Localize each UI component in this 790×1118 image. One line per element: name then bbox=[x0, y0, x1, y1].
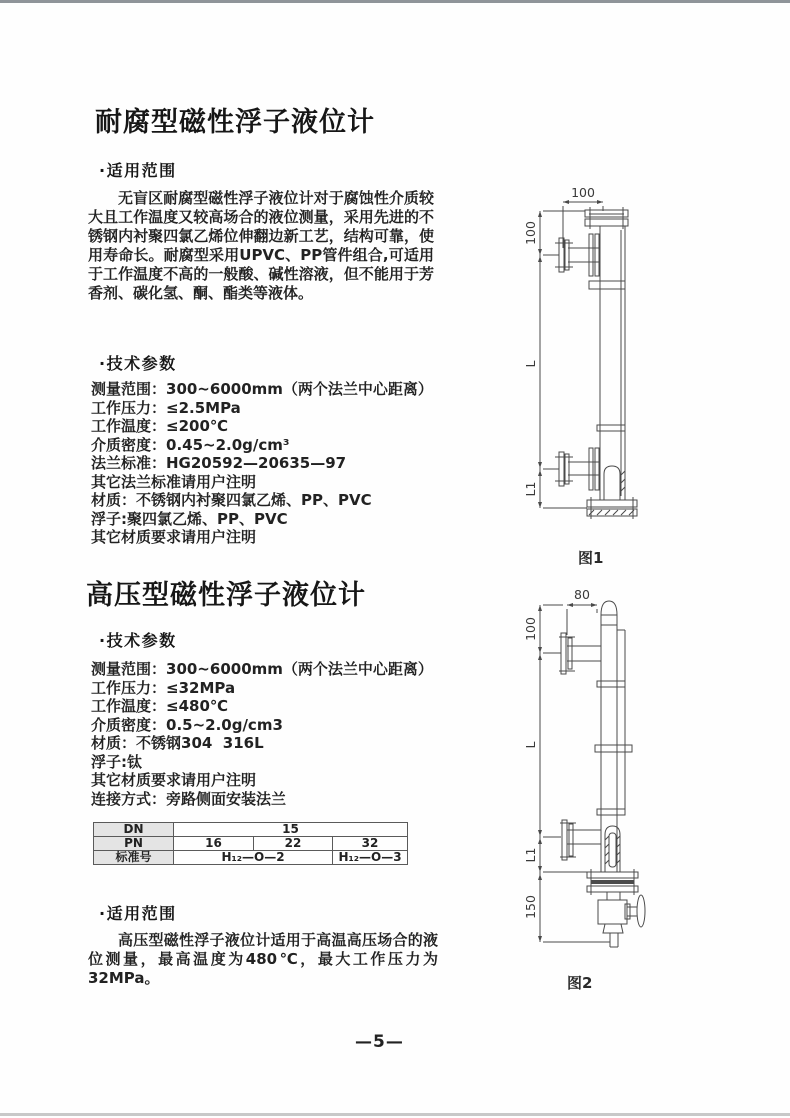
param-line: 测量范围：300~6000mm（两个法兰中心距离） bbox=[91, 380, 433, 398]
section2-title: 高压型磁性浮子液位计 bbox=[86, 580, 366, 611]
table-cell-dn-value: 15 bbox=[174, 823, 408, 837]
param-line: 其它法兰标准请用户注明 bbox=[91, 472, 257, 491]
page-number: —5— bbox=[355, 1032, 404, 1052]
table-header-standard: 标准号 bbox=[94, 851, 174, 865]
param-line: 浮子:聚四氯乙烯、PP、PVC bbox=[91, 509, 288, 528]
section2-scope-heading: ·适用范围 bbox=[99, 904, 177, 923]
section2-scope-text: 高压型磁性浮子液位计适用于高温高压场合的液位测量，最高温度为480℃，最大工作压力为32MPa。 bbox=[88, 931, 438, 987]
fig2-dim-bottom: 150 bbox=[523, 895, 538, 919]
figure1-caption: 图1 bbox=[578, 549, 604, 567]
page-top-rule bbox=[0, 0, 790, 3]
fig1-dim-top-width: 100 bbox=[571, 185, 595, 200]
param-line: 其它材质要求请用户注明 bbox=[91, 771, 257, 789]
fig2-dim-lower: L1 bbox=[523, 847, 538, 863]
param-line: 工作温度：≤480℃ bbox=[91, 697, 229, 715]
section1-scope-text: 无盲区耐腐型磁性浮子液位计对于腐蚀性介质较大且工作温度又较高场合的液位测量，采用先进的不锈钢内衬聚四氯乙烯位伸翻边新工艺，结构可靠，使用寿命长。耐腐型采用UPVC、PP管件组合,可适用于工作温度不高的一般酸、碱性溶液，但不能用于芳香剂、碳化氢、酮、酯类等液体。 bbox=[88, 189, 434, 302]
table-cell-pn-32: 32 bbox=[333, 837, 408, 851]
fig2-dim-length: L bbox=[523, 741, 538, 749]
table-row bbox=[94, 837, 408, 851]
figure2-caption: 图2 bbox=[567, 974, 593, 992]
fig2-dim-top-width: 80 bbox=[574, 587, 590, 602]
table-row bbox=[94, 851, 408, 865]
table-header-dn: DN bbox=[94, 823, 174, 837]
table-cell-standard-2: H₁₂—O—3 bbox=[333, 851, 408, 865]
table-cell-pn-22: 22 bbox=[254, 837, 333, 851]
table-cell-standard-1: H₁₂—O—2 bbox=[174, 851, 333, 865]
fig1-dim-length: L bbox=[523, 360, 538, 368]
section1-params-heading: ·技术参数 bbox=[99, 354, 177, 373]
table-header-pn: PN bbox=[94, 837, 174, 851]
fig1-dim-lower: L1 bbox=[523, 481, 538, 497]
param-line: 工作压力：≤2.5MPa bbox=[91, 398, 241, 417]
section2-params-heading: ·技术参数 bbox=[99, 631, 177, 650]
param-line: 法兰标准：HG20592—20635—97 bbox=[91, 454, 347, 472]
table-row bbox=[94, 823, 408, 837]
param-line: 工作压力：≤32MPa bbox=[91, 678, 236, 697]
figure1-technical-drawing bbox=[505, 178, 685, 570]
figure2-technical-drawing bbox=[505, 585, 690, 995]
param-line: 其它材质要求请用户注明 bbox=[91, 528, 257, 546]
section1-title: 耐腐型磁性浮子液位计 bbox=[95, 107, 375, 138]
section1-params-list bbox=[91, 380, 433, 547]
param-line: 介质密度：0.45~2.0g/cm³ bbox=[91, 435, 290, 454]
param-line: 测量范围：300~6000mm（两个法兰中心距离） bbox=[91, 660, 433, 678]
param-line: 材质：不锈钢304 316L bbox=[91, 734, 264, 752]
table-cell-pn-16: 16 bbox=[174, 837, 254, 851]
section1-scope-heading: ·适用范围 bbox=[99, 161, 177, 180]
dn-pn-standard-table bbox=[93, 822, 408, 865]
page-bottom-rule bbox=[0, 1113, 790, 1116]
param-line: 工作温度：≤200℃ bbox=[91, 417, 229, 435]
fig1-dim-upper-offset: 100 bbox=[523, 221, 538, 245]
param-line: 介质密度：0.5~2.0g/cm3 bbox=[91, 715, 283, 734]
fig2-dim-upper-offset: 100 bbox=[523, 617, 538, 641]
param-line: 浮子:钛 bbox=[91, 752, 142, 771]
section2-params-list bbox=[91, 660, 433, 808]
param-line: 连接方式：旁路侧面安装法兰 bbox=[91, 789, 287, 808]
param-line: 材质：不锈钢内衬聚四氯乙烯、PP、PVC bbox=[91, 491, 372, 509]
